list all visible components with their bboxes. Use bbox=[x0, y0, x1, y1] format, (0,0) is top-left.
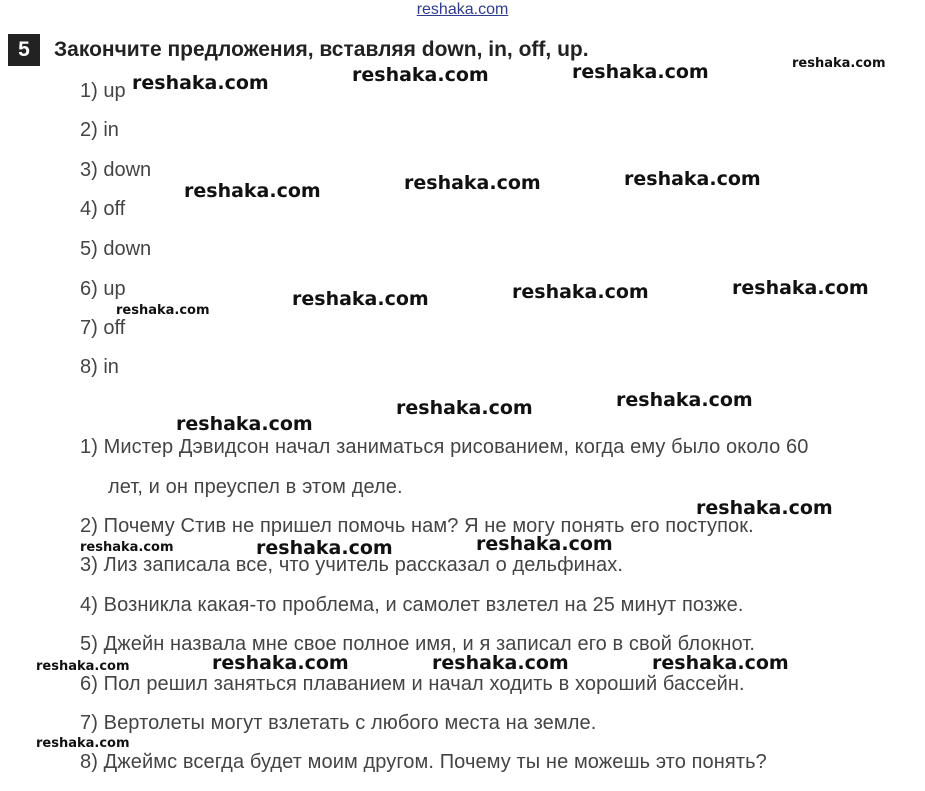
watermark: reshaka.com bbox=[396, 397, 533, 419]
task-number-badge: 5 bbox=[8, 34, 40, 66]
watermark: reshaka.com bbox=[80, 540, 174, 555]
watermark: reshaka.com bbox=[696, 497, 833, 519]
translation-line: 6) Пол решил заняться плаванием и начал ходить в хороший бассейн. bbox=[80, 673, 745, 695]
answer-item: 1) up bbox=[80, 80, 126, 102]
watermark: reshaka.com bbox=[116, 303, 210, 318]
watermark: reshaka.com bbox=[616, 389, 753, 411]
answer-item: 5) down bbox=[80, 238, 152, 260]
watermark: reshaka.com bbox=[292, 288, 429, 310]
watermark: reshaka.com bbox=[36, 736, 130, 751]
translation-line: 3) Лиз записала все, что учитель рассказал о дельфинах. bbox=[80, 554, 624, 576]
answer-item: 6) up bbox=[80, 278, 126, 300]
watermark: reshaka.com bbox=[652, 652, 789, 674]
watermark: reshaka.com bbox=[132, 72, 269, 94]
answer-item: 2) in bbox=[80, 119, 119, 141]
watermark: reshaka.com bbox=[572, 61, 709, 83]
translation-line: 1) Мистер Дэвидсон начал заниматься рисованием, когда ему было около 60 bbox=[80, 436, 809, 458]
watermark: reshaka.com bbox=[624, 168, 761, 190]
translation-line: 8) Джеймс всегда будет моим другом. Почему ты не можешь это понять? bbox=[80, 751, 767, 773]
answer-item: 3) down bbox=[80, 159, 152, 181]
answer-item: 7) off bbox=[80, 317, 126, 339]
translation-line: 5) Джейн назвала мне свое полное имя, и я записал его в свой блокнот. bbox=[80, 633, 756, 655]
watermark: reshaka.com bbox=[432, 652, 569, 674]
translation-line: 2) Почему Стив не пришел помочь нам? Я не могу понять его поступок. bbox=[80, 515, 754, 537]
watermark: reshaka.com bbox=[404, 172, 541, 194]
task-title: Закончите предложения, вставляя down, in, off, up. bbox=[54, 38, 589, 61]
translation-line: лет, и он преуспел в этом деле. bbox=[108, 476, 403, 498]
watermark: reshaka.com bbox=[476, 533, 613, 555]
watermark: reshaka.com bbox=[184, 180, 321, 202]
translation-line: 4) Возникла какая-то проблема, и самолет взлетел на 25 минут позже. bbox=[80, 594, 744, 616]
watermark: reshaka.com bbox=[512, 281, 649, 303]
watermark: reshaka.com bbox=[256, 537, 393, 559]
answer-item: 8) in bbox=[80, 356, 119, 378]
answer-item: 4) off bbox=[80, 198, 126, 220]
watermark: reshaka.com bbox=[36, 659, 130, 674]
watermark: reshaka.com bbox=[212, 652, 349, 674]
watermark: reshaka.com bbox=[792, 56, 886, 71]
site-header-link[interactable]: reshaka.com bbox=[416, 1, 509, 18]
watermark: reshaka.com bbox=[732, 277, 869, 299]
watermark: reshaka.com bbox=[352, 64, 489, 86]
watermark: reshaka.com bbox=[176, 413, 313, 435]
translation-line: 7) Вертолеты могут взлетать с любого места на земле. bbox=[80, 712, 597, 734]
